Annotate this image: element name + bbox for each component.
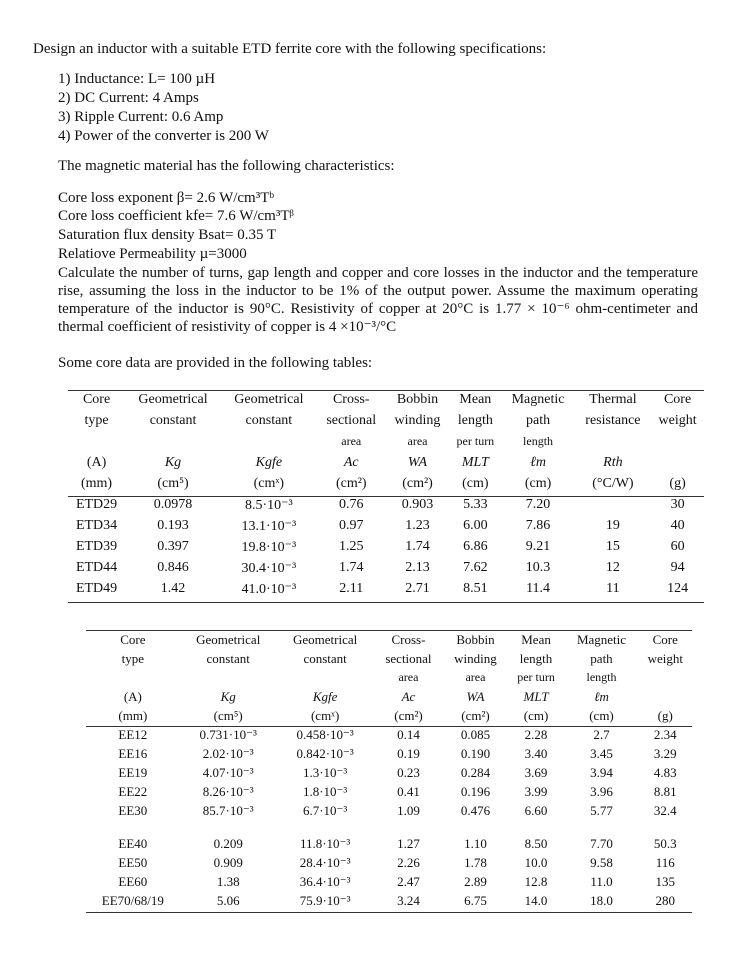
table-cell: 6.60 [524,803,548,818]
symbol-cell: ℓm [594,689,609,704]
table-cell: 0.085 [460,727,491,742]
table-cell: 30.4·10⁻³ [241,561,297,576]
table-cell: 7.86 [525,518,551,533]
header-cell: path [590,651,613,666]
core-type-cell: EE30 [118,803,148,818]
symbol-cell: Kgfe [255,455,283,470]
unit-cell: (cm) [501,475,574,497]
header-cell: weight [647,651,683,666]
table-row [86,784,692,803]
table-row [86,765,692,784]
table-cell: 2.34 [653,727,677,742]
header-cell: length [523,434,554,448]
table-cell: 2.02·10⁻³ [202,746,254,761]
table-cell: 12.8 [524,874,548,889]
table-cell: 280 [655,893,676,908]
table-cell: 3.94 [590,765,613,780]
core-type-cell: ETD49 [75,581,118,596]
table-cell: 11.0 [590,874,613,889]
table-cell: 36.4·10⁻³ [299,874,351,889]
table-cell: 6.86 [463,539,488,554]
table-cell: 0.14 [397,727,420,742]
material-item: Core loss exponent β= 2.6 W/cm³Tᵇ [58,190,275,206]
spec-item: 1) Inductance: L= 100 µH [58,71,216,87]
ee-table-spacer [86,822,692,836]
table-cell: 116 [655,855,675,870]
header-cell [125,433,221,454]
header-cell: Core [82,392,111,407]
table-cell: 32.4 [653,803,677,818]
table-cell: 0.41 [397,784,420,799]
spec-item: 4) Power of the converter is 200 W [58,128,269,144]
table-cell: 0.458·10⁻³ [296,727,354,742]
table-cell: 15 [605,539,620,554]
core-type-cell: ETD29 [75,497,118,512]
table-cell: 124 [667,581,689,596]
symbol-cell: ℓm [530,455,547,470]
header-cell: constant [206,651,250,666]
symbol-cell: Kg [220,689,236,704]
table-cell: 13.1·10⁻³ [241,519,297,534]
table-cell: 11 [606,581,620,596]
header-cell: Geometrical [234,392,304,407]
table-cell [575,497,651,519]
table-cell: 8.5·10⁻³ [244,498,293,513]
header-cell [221,433,317,454]
header-cell: constant [303,651,347,666]
symbol-cell: (A) [123,689,142,704]
table-cell: 0.397 [157,539,189,554]
table-cell: 10.3 [525,560,551,575]
material-heading: The magnetic material has the following characteristics: [58,158,395,174]
tables-heading: Some core data are provided in the following tables: [58,355,373,371]
header-cell: weight [658,413,697,428]
unit-cell: (cm²) [374,707,444,727]
table-cell: 135 [655,874,676,889]
table-cell: 2.47 [397,874,420,889]
unit-cell: (g) [639,707,692,727]
table-cell: 19.8·10⁻³ [241,540,297,555]
symbol-cell: Kg [164,455,182,470]
header-cell: constant [149,413,197,428]
table-cell: 0.190 [460,746,491,761]
header-cell: winding [394,413,441,428]
symbol-cell: Rth [603,455,623,470]
table-row [86,746,692,765]
header-cell: area [465,670,486,684]
core-type-cell: EE50 [118,855,148,870]
table-row [68,497,704,519]
table-cell: 2.26 [397,855,420,870]
header-cell: Mean [459,392,492,407]
table-cell: 0.23 [397,765,420,780]
unit-cell: (cmˣ) [277,707,374,727]
material-item: Saturation flux density Bsat= 0.35 T [58,227,277,243]
table-cell: 2.71 [405,581,430,596]
table-cell: 40 [670,518,685,533]
header-cell: constant [245,413,293,428]
header-cell: Geometrical [196,632,261,647]
table-cell: 75.9·10⁻³ [299,893,351,908]
table-cell: 0.76 [339,497,364,512]
symbol-cell: (A) [86,455,107,470]
table-cell: 1.10 [464,836,487,851]
table-cell: 7.70 [590,836,613,851]
header-cell [651,433,704,454]
table-cell: 3.99 [524,784,548,799]
core-type-cell: EE22 [118,784,148,799]
unit-cell: (mm) [68,475,125,497]
symbol-cell: MLT [461,455,489,470]
table-cell: 9.21 [525,539,551,554]
unit-cell: (cm) [508,707,565,727]
ee-core-table [86,630,692,913]
header-cell [575,433,651,454]
table-cell: 10.0 [524,855,548,870]
table-cell: 3.29 [653,746,677,761]
unit-cell: (°C/W) [575,475,651,497]
table-cell: 3.96 [590,784,613,799]
table-row [86,893,692,913]
header-cell: per turn [517,670,555,684]
table-cell: 8.26·10⁻³ [202,784,254,799]
header-cell: area [407,434,428,448]
table-cell: 30 [670,497,685,512]
table-cell: 1.78 [464,855,487,870]
symbol-cell: MLT [523,689,549,704]
table-cell: 0.19 [397,746,420,761]
header-cell: Thermal [589,392,637,407]
etd-core-table [68,390,704,603]
header-cell: Cross- [391,632,426,647]
core-type-cell: EE60 [118,874,148,889]
core-type-cell: EE19 [118,765,148,780]
table-cell: 19 [605,518,620,533]
table-cell: 1.3·10⁻³ [302,765,348,780]
table-cell: 1.38 [216,874,240,889]
symbol-cell: Kgfe [312,689,338,704]
header-cell: type [121,651,145,666]
table-row [86,874,692,893]
spacer-cell [86,822,692,836]
table-cell: 9.58 [590,855,613,870]
table-cell: 3.69 [524,765,548,780]
table-cell: 5.77 [590,803,613,818]
core-type-cell: ETD34 [75,518,118,533]
table-cell: 7.62 [463,560,488,575]
unit-cell: (cm) [564,707,638,727]
table-row [86,727,692,747]
table-cell: 0.284 [460,765,491,780]
table-cell: 60 [670,539,685,554]
header-cell: per turn [456,434,495,448]
table-cell: 6.75 [464,893,487,908]
header-cell: Geometrical [293,632,358,647]
table-row [68,581,704,603]
table-cell: 85.7·10⁻³ [202,803,254,818]
core-type-cell: EE12 [118,727,148,742]
table-cell: 0.0978 [153,497,193,512]
unit-cell: (mm) [86,707,180,727]
table-row [86,836,692,855]
ee-table-body-large [86,836,692,913]
table-cell: 2.89 [464,874,487,889]
material-item: Core loss coefficient kfe= 7.6 W/cm³Tᵝ [58,208,294,224]
unit-cell: (cmˣ) [221,475,317,497]
table-cell: 7.20 [525,497,551,512]
header-cell: area [398,670,419,684]
header-cell: Core [663,392,692,407]
symbol-cell [639,688,692,707]
table-cell: 0.209 [213,836,243,851]
header-cell: length [586,670,617,684]
table-cell: 11.8·10⁻³ [299,836,351,851]
table-cell: 3.40 [524,746,548,761]
header-cell: Mean [521,632,551,647]
unit-cell: (cm²) [386,475,450,497]
table-cell: 28.4·10⁻³ [299,855,351,870]
table-cell: 1.74 [339,560,364,575]
header-cell: Bobbin [456,632,495,647]
table-cell: 6.00 [463,518,488,533]
symbol-cell: WA [407,455,428,470]
table-cell: 5.06 [216,893,240,908]
table-cell: 3.24 [397,893,420,908]
header-cell: sectional [385,651,432,666]
header-cell: sectional [326,413,377,428]
table-cell: 1.42 [160,581,186,596]
table-cell: 2.7 [593,727,610,742]
header-cell: length [457,413,493,428]
table-cell: 8.81 [653,784,677,799]
header-cell: type [84,413,109,428]
table-cell: 1.74 [405,539,430,554]
table-cell: 0.903 [401,497,434,512]
unit-cell: (cm⁵) [180,707,277,727]
table-row [86,803,692,822]
symbol-cell: Ac [401,689,416,704]
table-cell: 0.193 [157,518,189,533]
table-cell: 41.0·10⁻³ [241,582,297,597]
unit-cell: (cm²) [317,475,386,497]
header-cell [86,669,180,688]
table-cell: 8.51 [463,581,488,596]
table-cell: 5.33 [463,497,488,512]
symbol-cell: WA [466,689,485,704]
table-cell: 4.07·10⁻³ [202,765,254,780]
spec-item: 2) DC Current: 4 Amps [58,90,199,106]
header-cell: winding [454,651,497,666]
table-cell: 0.97 [339,518,364,533]
table-cell: 12 [605,560,620,575]
table-cell: 0.196 [460,784,491,799]
table-cell: 0.846 [157,560,189,575]
core-type-cell: ETD44 [75,560,118,575]
table-cell: 2.28 [524,727,548,742]
table-cell: 1.27 [397,836,420,851]
header-cell: Core [120,632,146,647]
symbol-cell [651,454,704,475]
header-cell: resistance [585,413,641,428]
table-cell: 0.842·10⁻³ [296,746,354,761]
table-cell: 0.909 [213,855,243,870]
header-cell: Bobbin [396,392,439,407]
spec-item: 3) Ripple Current: 0.6 Amp [58,109,224,125]
header-cell: length [519,651,553,666]
header-cell [68,433,125,454]
ee-table-header [86,631,692,727]
core-type-cell: ETD39 [75,539,118,554]
intro-text: Design an inductor with a suitable ETD ferrite core with the following specifications: [33,41,547,57]
header-cell: Magnetic [511,392,565,407]
table-cell: 1.23 [405,518,430,533]
symbol-cell: Ac [343,455,359,470]
table-row [68,518,704,539]
header-cell: Magnetic [576,632,627,647]
unit-cell: (g) [651,475,704,497]
header-cell: Geometrical [138,392,208,407]
header-cell: path [526,413,551,428]
table-cell: 6.7·10⁻³ [302,803,348,818]
table-cell: 8.50 [524,836,548,851]
unit-cell: (cm) [449,475,501,497]
core-type-cell: EE16 [118,746,148,761]
table-row [68,560,704,581]
table-cell: 2.13 [405,560,430,575]
unit-cell: (cm⁵) [125,475,221,497]
header-cell: area [341,434,362,448]
table-cell: 4.83 [653,765,677,780]
table-cell: 3.45 [590,746,613,761]
unit-cell: (cm²) [443,707,507,727]
table-row [86,855,692,874]
header-cell [639,669,692,688]
table-cell: 0.476 [460,803,491,818]
etd-table-body [68,497,704,603]
table-row [68,539,704,560]
calc-paragraph: Calculate the number of turns, gap length and copper and core losses in the inductor and the temperature rise, assuming the loss in the inductor to be 1% of the output power. Assume the maximum operating temperature of the inductor is 90°C. Resistivity of copper at 20°C is 1.77 × 10⁻⁶ ohm-centimeter and thermal coefficient of resistivity of copper is 4 ×10⁻³/°C [58,265,698,335]
core-type-cell: EE40 [118,836,148,851]
ee-table-body-small [86,727,692,823]
header-cell: Core [652,632,678,647]
table-cell: 1.8·10⁻³ [302,784,348,799]
table-cell: 94 [670,560,685,575]
table-cell: 11.4 [526,581,551,596]
header-cell [180,669,277,688]
header-cell: Cross- [332,392,370,407]
table-cell: 1.09 [397,803,420,818]
header-cell [277,669,374,688]
table-cell: 1.25 [339,539,364,554]
table-cell: 0.731·10⁻³ [199,727,257,742]
table-cell: 18.0 [590,893,613,908]
table-cell: 2.11 [339,581,364,596]
etd-table-header [68,391,704,497]
core-type-cell: EE70/68/19 [101,893,164,908]
table-cell: 14.0 [524,893,548,908]
material-item: Relatiove Permeability µ=3000 [58,246,247,262]
table-cell: 50.3 [653,836,677,851]
